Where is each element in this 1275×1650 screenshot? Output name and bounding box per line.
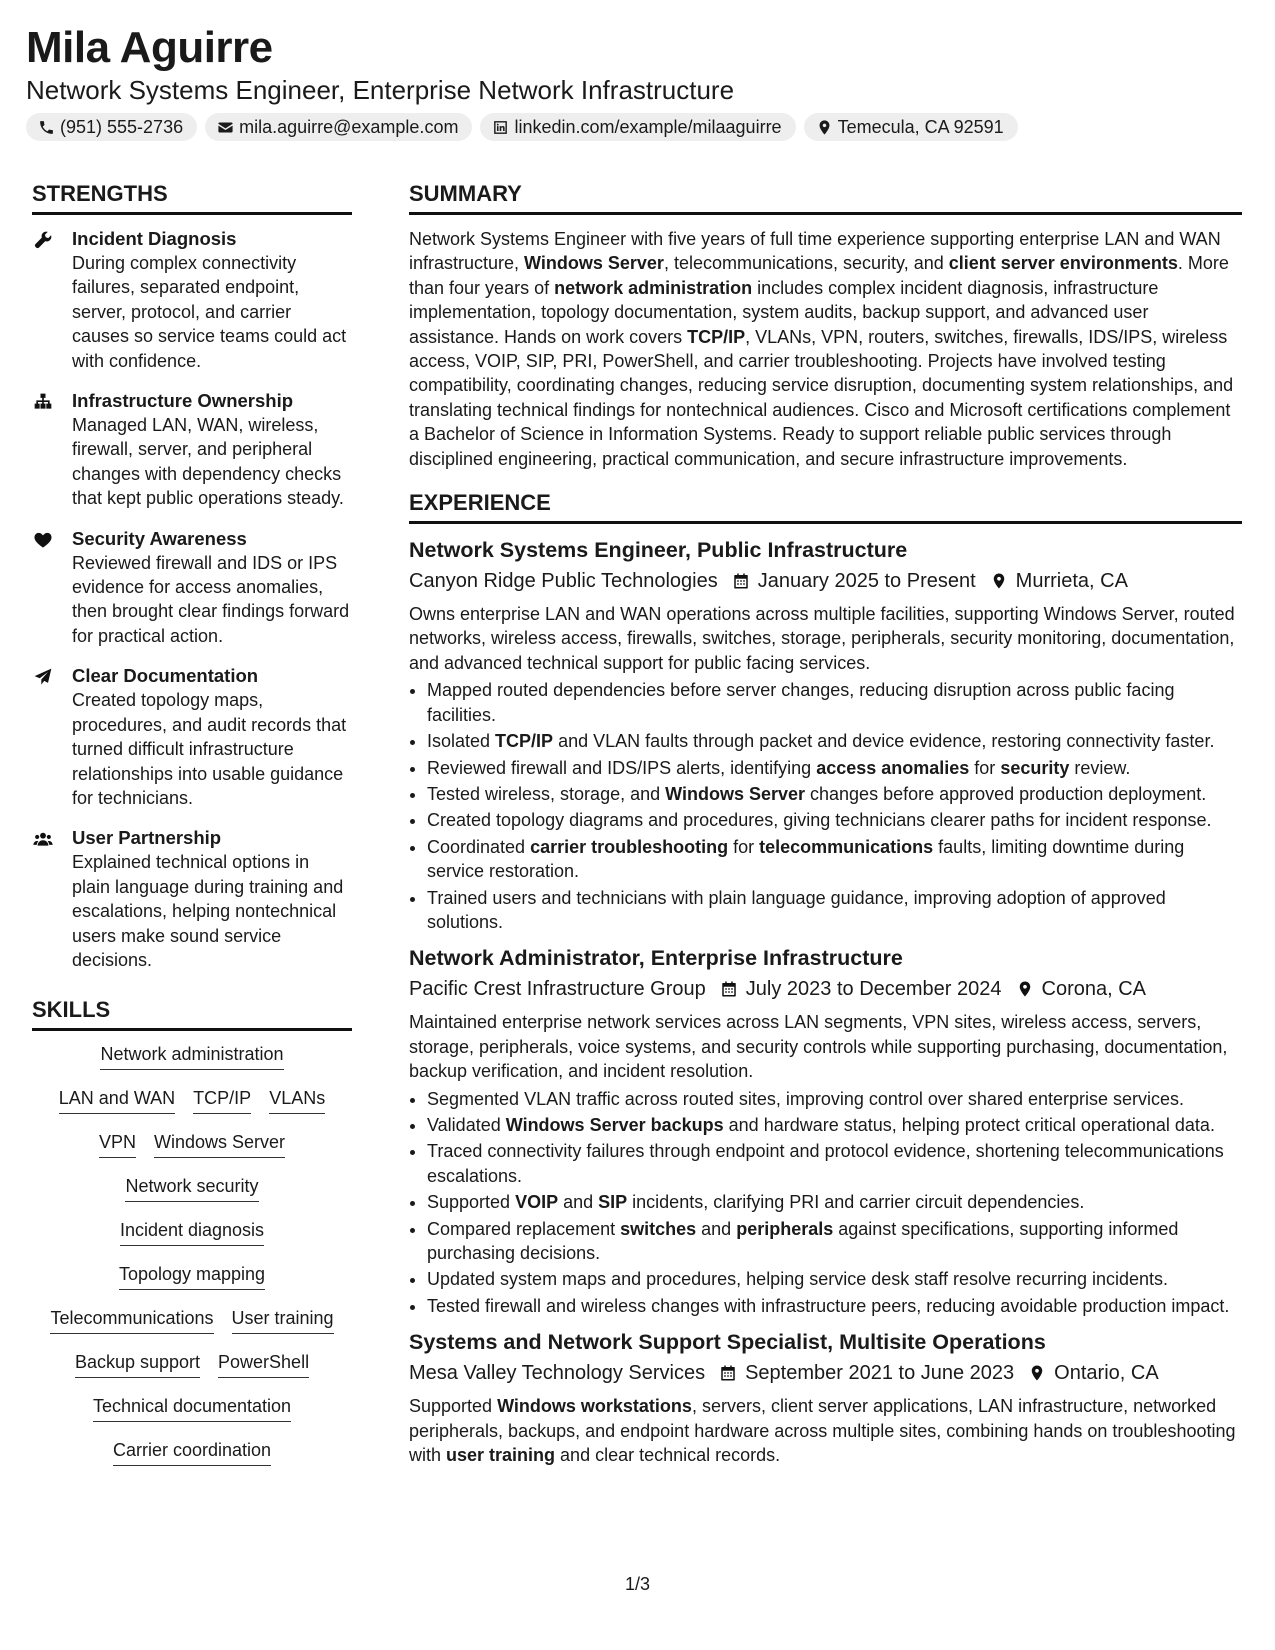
calendar-icon <box>720 979 738 999</box>
job-company: Pacific Crest Infrastructure Group <box>409 978 706 1001</box>
strength-desc: Created topology maps, procedures, and audit records that turned difficult infrastructure relationships into usable guidance for technicians. <box>72 690 347 808</box>
job-bullets <box>409 678 1242 934</box>
bullet-item: • Traced connectivity failures through endpoint and protocol evidence, shortening telecommunications escalations. <box>427 1139 1242 1188</box>
envelope-icon <box>217 119 234 136</box>
location-pin-icon <box>816 119 833 136</box>
right-column <box>409 180 1242 1477</box>
calendar-icon <box>732 571 750 591</box>
bullet-item: • Isolated TCP/IP and VLAN faults through packet and device evidence, restoring connectivity faster. <box>427 729 1242 753</box>
strength-title: User Partnership <box>72 827 222 849</box>
calendar-icon <box>719 1363 737 1383</box>
phone-icon <box>38 119 55 136</box>
job-description: Supported Windows workstations, servers, client server applications, LAN infrastructure, networked peripherals, backups, and endpoint hardware across multiple sites, combining hands on troubleshooting with user training and clear technical records. <box>409 1396 1236 1466</box>
skill-row <box>32 1219 352 1246</box>
bullet-item: • Tested wireless, storage, and Windows Server changes before approved production deployment. <box>427 782 1242 806</box>
bullet-item: • Reviewed firewall and IDS/IPS alerts, identifying access anomalies for security review. <box>427 756 1242 780</box>
skill-row <box>32 1263 352 1290</box>
strength-desc: During complex connectivity failures, separated endpoint, server, protocol, and carrier causes so service teams could act with confidence. <box>72 253 347 371</box>
location-pin-icon <box>990 571 1008 591</box>
job-meta <box>409 566 1242 596</box>
sitemap-icon <box>32 392 54 412</box>
wrench-icon <box>32 230 54 250</box>
skill-tag: PowerShell <box>218 1351 309 1378</box>
skills-heading: SKILLS <box>32 996 352 1031</box>
skill-row <box>32 1043 352 1070</box>
strength-desc: Managed LAN, WAN, wireless, firewall, server, and peripheral changes with dependency checks that kept public operations steady. <box>72 415 344 509</box>
job-entry <box>409 536 1242 934</box>
job-location: Corona, CA <box>1041 978 1146 1001</box>
strength-desc: Reviewed firewall and IDS or IPS evidence for access anomalies, then brought clear findings forward for practical action. <box>72 552 350 646</box>
skill-tag: Telecommunications <box>50 1307 213 1334</box>
strength-item <box>32 389 352 511</box>
skill-row <box>32 1351 352 1378</box>
job-meta <box>409 1358 1242 1388</box>
skill-tag: Network security <box>125 1175 258 1202</box>
skill-tag: Topology mapping <box>119 1263 265 1290</box>
bullet-item: • Coordinated carrier troubleshooting for telecommunications faults, limiting downtime during service restoration. <box>427 835 1242 884</box>
bullet-item: • Updated system maps and procedures, helping service desk staff resolve recurring incidents. <box>427 1267 1242 1291</box>
strength-title: Infrastructure Ownership <box>72 390 294 412</box>
skill-row <box>32 1395 352 1422</box>
job-title: Network Administrator, Enterprise Infrastructure <box>409 946 903 971</box>
job-description: Owns enterprise LAN and WAN operations across multiple facilities, supporting Windows Server, routed networks, wireless access, firewalls, switches, storage, peripherals, security monitoring, documentation, and advanced technical support for public facing services. <box>409 604 1235 673</box>
contact-email[interactable]: mila.aguirre@example.com <box>205 113 472 141</box>
strength-title: Incident Diagnosis <box>72 228 237 249</box>
skill-tag: Incident diagnosis <box>120 1219 264 1246</box>
bullet-item: • Supported VOIP and SIP incidents, clarifying PRI and carrier circuit dependencies. <box>427 1190 1242 1214</box>
job-dates: January 2025 to Present <box>757 570 976 593</box>
strength-title: Security Awareness <box>72 527 247 549</box>
strength-desc: Explained technical options in plain language during training and escalations, helping nontechnical users make sound service decisions. <box>72 852 344 970</box>
contact-location[interactable]: Temecula, CA 92591 <box>804 113 1018 141</box>
bullet-item: • Compared replacement switches and peripherals against specifications, supporting informed purchasing decisions. <box>427 1217 1242 1266</box>
strength-item <box>32 664 352 810</box>
skill-row <box>32 1439 352 1466</box>
skill-tag: Carrier coordination <box>113 1439 271 1466</box>
location-pin-icon <box>1016 979 1034 999</box>
skill-tag: User training <box>232 1307 334 1334</box>
users-icon <box>32 829 54 849</box>
job-entry <box>409 1328 1242 1467</box>
bullet-item: • Segmented VLAN traffic across routed sites, improving control over shared enterprise services. <box>427 1087 1242 1111</box>
skill-tag: Windows Server <box>154 1131 285 1158</box>
skill-tag: TCP/IP <box>193 1087 251 1114</box>
skill-row <box>32 1307 352 1334</box>
skill-tag: Network administration <box>100 1043 283 1070</box>
candidate-name: Mila Aguirre <box>26 23 273 72</box>
candidate-title: Network Systems Engineer, Enterprise Network Infrastructure <box>26 75 735 105</box>
job-location: Ontario, CA <box>1054 1362 1159 1385</box>
bullet-item: • Trained users and technicians with plain language guidance, improving adoption of approved solutions. <box>427 886 1242 935</box>
experience-list <box>409 536 1242 1467</box>
job-meta <box>409 974 1242 1004</box>
job-title: Systems and Network Support Specialist, Multisite Operations <box>409 1330 1046 1355</box>
bullet-item: • Validated Windows Server backups and hardware status, helping protect critical operational data. <box>427 1113 1242 1137</box>
contact-bar <box>26 113 1018 141</box>
skill-tag: LAN and WAN <box>59 1087 175 1114</box>
job-entry <box>409 944 1242 1318</box>
left-column <box>32 180 352 1483</box>
contact-linkedin[interactable]: linkedin.com/example/milaaguirre <box>480 113 795 141</box>
job-dates: July 2023 to December 2024 <box>745 978 1002 1001</box>
job-company: Mesa Valley Technology Services <box>409 1362 706 1385</box>
job-dates: September 2021 to June 2023 <box>745 1362 1015 1385</box>
contact-phone[interactable]: (951) 555-2736 <box>26 113 197 141</box>
skill-tag: VPN <box>99 1131 136 1158</box>
bullet-item: • Mapped routed dependencies before server changes, reducing disruption across public facing facilities. <box>427 678 1242 727</box>
strengths-heading: STRENGTHS <box>32 180 352 215</box>
job-description: Maintained enterprise network services across LAN segments, VPN sites, wireless access, servers, storage, peripherals, voice systems, and security controls while supporting purchasing, documentation, backup verification, and incident resolution. <box>409 1012 1228 1082</box>
strength-item <box>32 826 352 972</box>
heart-icon <box>32 530 54 550</box>
bullet-item: • Created topology diagrams and procedures, giving technicians clearer paths for incident response. <box>427 808 1242 832</box>
strength-item <box>32 527 352 649</box>
skill-row <box>32 1087 352 1114</box>
summary-text: Network Systems Engineer with five years of full time experience supporting enterprise LAN and WAN infrastructure, Windows Server, telecommunications, security, and client server environments. More than four years of network administration includes complex incident diagnosis, infrastructure implementation, topology documentation, system audits, backup support, and advanced user assistance. Hands on work covers TCP/IP, VLANs, VPN, routers, switches, firewalls, IDS/IPS, wireless access, VOIP, SIP, PRI, PowerShell, and carrier troubleshooting. Projects have involved testing compatibility, coordinating changes, reducing service disruption, documenting system relationships, and translating technical findings for nontechnical audiences. Cisco and Microsoft certifications complement a Bachelor of Science in Information Systems. Ready to support reliable public services through disciplined engineering, practical communication, and secure infrastructure improvements. <box>409 229 1234 469</box>
strength-title: Clear Documentation <box>72 665 259 687</box>
experience-heading: EXPERIENCE <box>409 489 1242 524</box>
strength-item <box>32 227 352 373</box>
skill-tag: Backup support <box>75 1351 200 1378</box>
paper-plane-icon <box>32 667 54 687</box>
location-pin-icon <box>1028 1363 1046 1383</box>
skill-row <box>32 1131 352 1158</box>
linkedin-icon <box>492 119 509 136</box>
skill-tag: VLANs <box>269 1087 325 1114</box>
skill-row <box>32 1175 352 1202</box>
job-company: Canyon Ridge Public Technologies <box>409 570 718 593</box>
page-number: 1/3 <box>624 1574 651 1594</box>
skills-list <box>32 1043 352 1466</box>
summary-heading: SUMMARY <box>409 180 1242 215</box>
job-bullets <box>409 1087 1242 1319</box>
job-location: Murrieta, CA <box>1015 570 1128 593</box>
job-title: Network Systems Engineer, Public Infrastructure <box>409 538 908 563</box>
bullet-item: • Tested firewall and wireless changes with infrastructure peers, reducing avoidable production impact. <box>427 1294 1242 1318</box>
skill-tag: Technical documentation <box>93 1395 291 1422</box>
